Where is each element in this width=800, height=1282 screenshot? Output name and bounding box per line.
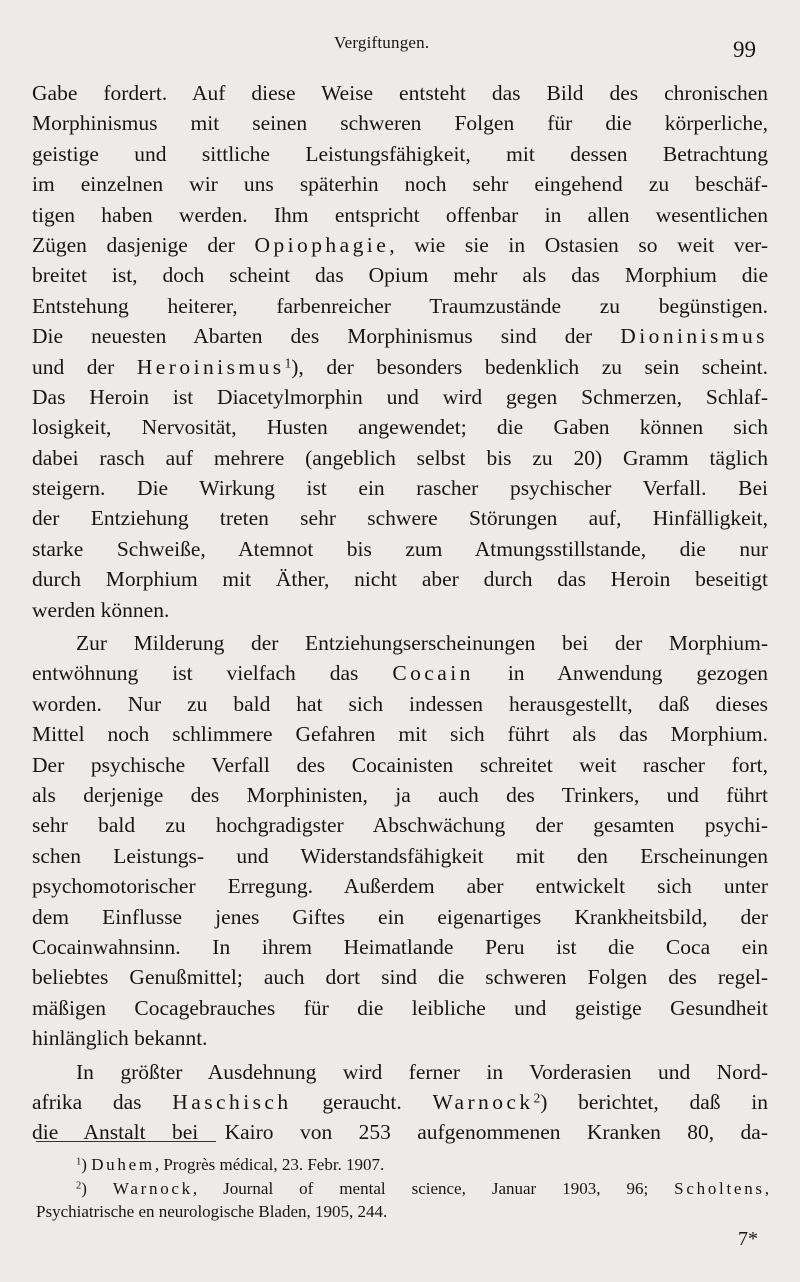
text-line: Cocainwahnsinn. In ihrem Heimatlande Peru ist die Coca ein bbox=[32, 934, 768, 959]
spaced-term-haschisch: Haschisch bbox=[172, 1089, 292, 1114]
running-head-title: Vergiftungen. bbox=[334, 33, 430, 52]
text-line bbox=[32, 321, 768, 351]
text-line: beliebtes Genußmittel; auch dort sind die schweren Folgen des regel- bbox=[32, 965, 768, 990]
text-line: sehr bald zu hochgradigster Abschwächung der gesamten psychi- bbox=[32, 813, 768, 838]
text-line: Das Heroin ist Diacetylmorphin und wird gegen Schmerzen, Schlaf- bbox=[32, 384, 768, 409]
footnote-marker: 2 bbox=[76, 1180, 82, 1192]
text-run: , Progrès médical, 23. Febr. 1907. bbox=[154, 1155, 385, 1174]
text-run: , Journal of mental science, Januar 1903, 96; bbox=[192, 1178, 675, 1198]
text-run: ) berichtet, daß in bbox=[540, 1089, 768, 1114]
text-line: dem Einflusse jenes Giftes ein eigenartiges Krankheitsbild, der bbox=[32, 904, 768, 929]
text-line: werden können. bbox=[32, 597, 170, 622]
spaced-name-duhem: Duhem bbox=[91, 1155, 155, 1174]
text-line: Mittel noch schlimmere Gefahren mit sich führt als das Morphium. bbox=[32, 722, 768, 747]
text-line bbox=[32, 230, 768, 260]
text-line: im einzelnen wir uns späterhin noch sehr eingehend zu beschäf- bbox=[32, 172, 768, 197]
text-line: der Entziehung treten sehr schwere Störungen auf, Hinfälligkeit, bbox=[32, 506, 768, 531]
body-text bbox=[32, 78, 768, 1148]
printer-signature-mark: 7* bbox=[738, 1228, 758, 1250]
text-line: mäßigen Cocagebrauches für die leibliche und geistige Gesundheit bbox=[32, 995, 768, 1020]
text-line: Gabe fordert. Auf diese Weise entsteht das Bild des chronischen bbox=[32, 81, 768, 105]
text-line: worden. Nur zu bald hat sich indessen herausgestellt, daß dieses bbox=[32, 691, 768, 716]
spaced-name-warnock: Warnock bbox=[112, 1178, 193, 1198]
text-line bbox=[32, 1087, 768, 1117]
footnote-1 bbox=[36, 1153, 769, 1177]
footnote-2-continued: Psychiatrische en neurologische Bladen, 1905, 244. bbox=[36, 1202, 388, 1221]
text-line: als derjenige des Morphinisten, ja auch des Trinkers, und führt bbox=[32, 782, 768, 807]
text-line: steigern. Die Wirkung ist ein rascher psychischer Verfall. Bei bbox=[32, 476, 768, 501]
footnote-2 bbox=[36, 1177, 769, 1201]
text-run: , wie sie in Ostasien so weit ver- bbox=[389, 232, 769, 257]
text-line: hinlänglich bekannt. bbox=[32, 1026, 208, 1051]
text-run: und der bbox=[32, 354, 115, 379]
text-line bbox=[32, 658, 768, 688]
text-line: psychomotorischer Erregung. Außerdem aber entwickelt sich unter bbox=[32, 874, 768, 899]
text-line: durch Morphium mit Äther, nicht aber durch das Heroin beseitigt bbox=[32, 567, 768, 592]
text-line: geistige und sittliche Leistungsfähigkeit, mit dessen Betrachtung bbox=[32, 141, 768, 166]
spaced-term-cocain: Cocain bbox=[392, 661, 474, 686]
footnote-rule bbox=[36, 1141, 216, 1142]
page-number: 99 bbox=[733, 37, 756, 62]
text-line: Zur Milderung der Entziehungserscheinungen bei der Morphium- bbox=[76, 631, 768, 656]
spaced-term-dioninismus: Dioninismus bbox=[620, 324, 768, 349]
footnote-marker: 1 bbox=[76, 1156, 82, 1168]
footnote-ref-2: 2 bbox=[533, 1090, 541, 1106]
running-head bbox=[0, 33, 800, 62]
text-run: ) bbox=[81, 1155, 92, 1174]
text-run: Die neuesten Abarten des Morphinismus sind der bbox=[32, 324, 593, 349]
text-line: die Anstalt bei Kairo von 253 aufgenommenen Kranken 80, da- bbox=[32, 1120, 768, 1145]
text-line: losigkeit, Nervosität, Husten angewendet; die Gaben können sich bbox=[32, 415, 768, 440]
text-line: dabei rasch auf mehrere (angeblich selbst bis zu 20) Gramm täglich bbox=[32, 445, 768, 470]
footnotes bbox=[36, 1153, 769, 1224]
text-line: Morphinismus mit seinen schweren Folgen für die körperliche, bbox=[32, 111, 768, 136]
text-run: afrika das bbox=[32, 1089, 142, 1114]
spaced-name-scholtens: Scholtens bbox=[674, 1178, 765, 1198]
text-line: Der psychische Verfall des Cocainisten schreitet weit rascher fort, bbox=[32, 752, 768, 777]
text-line bbox=[32, 352, 768, 382]
text-line: tigen haben werden. Ihm entspricht offenbar in allen wesentlichen bbox=[32, 202, 768, 227]
text-line: starke Schweiße, Atemnot bis zum Atmungsstillstande, die nur bbox=[32, 536, 768, 561]
text-line: Entstehung heiterer, farbenreicher Traumzustände zu begünstigen. bbox=[32, 293, 768, 318]
text-run: ) bbox=[81, 1178, 113, 1198]
spaced-name-warnock: Warnock bbox=[432, 1089, 534, 1114]
text-run: geraucht. bbox=[322, 1089, 402, 1114]
text-run: entwöhnung ist vielfach das bbox=[32, 661, 359, 686]
spaced-term-opiophagie: Opiophagie bbox=[254, 232, 390, 257]
footnote-ref-1: 1 bbox=[284, 354, 292, 370]
text-line: schen Leistungs- und Widerstandsfähigkeit mit den Erscheinungen bbox=[32, 843, 768, 868]
text-run: Zügen dasjenige der bbox=[32, 232, 235, 257]
spaced-term-heroinismus: Heroinismus bbox=[136, 354, 285, 379]
text-line: breitet ist, doch scheint das Opium mehr als das Morphium die bbox=[32, 263, 768, 288]
text-run: in Anwendung gezogen bbox=[507, 661, 768, 686]
text-run: , bbox=[764, 1178, 769, 1198]
text-run: ), der besonders bedenklich zu sein scheint. bbox=[291, 354, 769, 379]
text-line: In größter Ausdehnung wird ferner in Vorderasien und Nord- bbox=[76, 1059, 768, 1084]
